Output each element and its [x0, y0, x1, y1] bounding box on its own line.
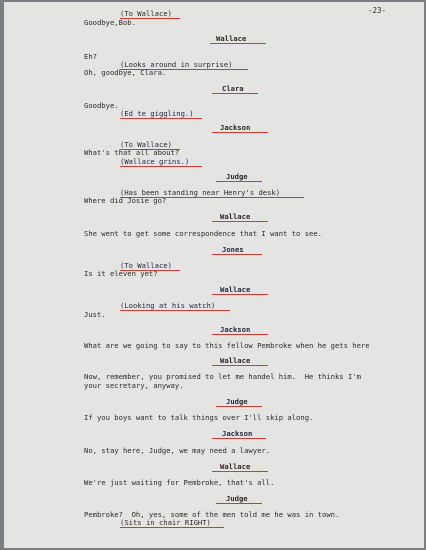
dialogue-line: What are we going to say to this fellow Pembroke when he gets here	[84, 341, 370, 350]
red-underline	[216, 406, 262, 407]
stage-direction: (Looking at his watch)	[120, 301, 216, 310]
speaker-name: Judge	[226, 172, 248, 181]
stage-direction: (To Wallace)	[120, 9, 172, 18]
speaker-name: Jones	[222, 245, 244, 254]
red-underline	[212, 471, 268, 472]
red-underline	[120, 166, 202, 167]
dialogue-line: Where did Josie go?	[84, 196, 167, 205]
speaker-name: Wallace	[220, 462, 251, 471]
speaker-name: Judge	[226, 494, 248, 503]
red-underline	[212, 438, 266, 439]
dialogue-line: No, stay here, Judge, we may need a lawyer.	[84, 446, 271, 455]
dialogue-line: Eh?	[84, 52, 97, 61]
dialogue-line: She went to get some correspondence that I want to see.	[84, 229, 322, 238]
speaker-name: Judge	[226, 397, 248, 406]
speaker-name: Clara	[222, 84, 244, 93]
red-underline	[216, 503, 262, 504]
dialogue-line: If you boys want to talk things over I'll skip along.	[84, 413, 314, 422]
stage-direction: (To Wallace)	[120, 140, 172, 149]
dialogue-line: Just.	[84, 310, 106, 319]
speaker-name: Jackson	[220, 325, 251, 334]
red-underline	[212, 254, 262, 255]
dialogue-line: We're just waiting for Pembroke, that's all.	[84, 478, 275, 487]
speaker-name: Wallace	[216, 34, 247, 43]
stage-direction: (Wallace grins.)	[120, 157, 190, 166]
dialogue-line: Now, remember, you promised to let me handel him. He thinks I'm	[84, 372, 361, 381]
red-underline	[212, 334, 268, 335]
speaker-name: Wallace	[220, 285, 251, 294]
red-underline	[120, 310, 230, 311]
red-underline	[212, 93, 258, 94]
stage-direction: (Ed te giggling.)	[120, 109, 194, 118]
stage-direction: (Sits in chair RIGHT)	[120, 518, 211, 527]
dialogue-line: Pembroke? Oh, yes, some of the men told me he was in town.	[84, 510, 340, 519]
dialogue-line: Is it eleven yet?	[84, 269, 158, 278]
dialogue-line: Goodbye.	[84, 101, 119, 110]
red-underline	[212, 132, 268, 133]
red-underline	[212, 365, 268, 366]
red-underline	[212, 294, 268, 295]
red-underline	[120, 527, 224, 528]
dialogue-line: Goodbye,Bob.	[84, 18, 136, 27]
dialogue-line: Oh, goodbye, Clara.	[84, 68, 167, 77]
red-underline	[210, 43, 266, 44]
page-number: -23-	[368, 6, 387, 15]
red-underline	[212, 221, 268, 222]
speaker-name: Jackson	[222, 429, 253, 438]
dialogue-line: What's that all about?	[84, 148, 180, 157]
red-underline	[120, 118, 202, 119]
stage-direction: (To Wallace)	[120, 261, 172, 270]
speaker-name: Jackson	[220, 123, 251, 132]
red-underline	[216, 181, 262, 182]
script-page	[4, 2, 424, 548]
speaker-name: Wallace	[220, 212, 251, 221]
dialogue-line: your secretary, anyway.	[84, 381, 184, 390]
speaker-name: Wallace	[220, 356, 251, 365]
stage-direction: (Has been standing near Henry's desk)	[120, 188, 281, 197]
stage-direction: (Looks around in surprise)	[120, 60, 233, 69]
